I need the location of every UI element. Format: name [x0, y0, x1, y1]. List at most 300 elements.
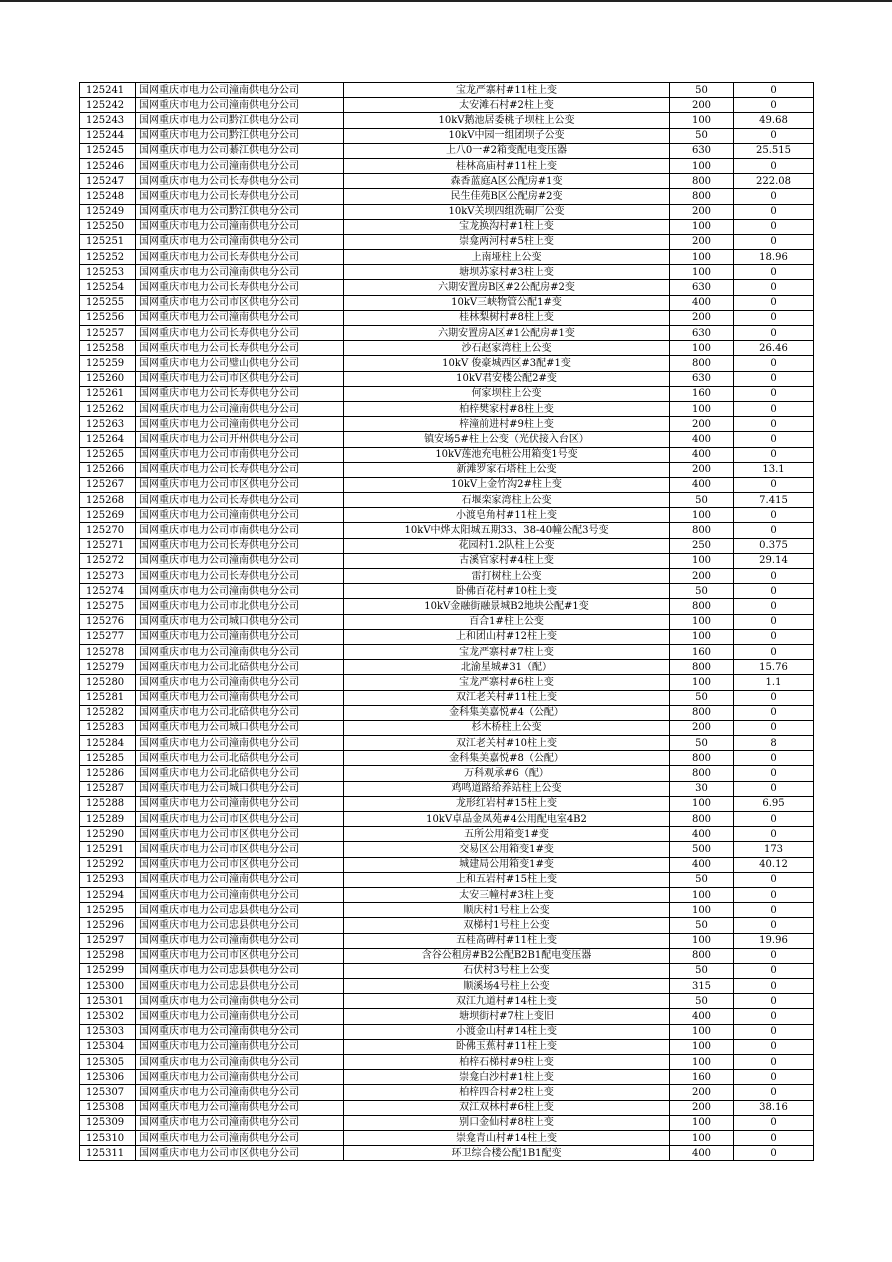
cell-transformer-name: 交易区公用箱变1#变 [344, 842, 670, 857]
table-row [80, 98, 814, 113]
cell-value: 49.68 [734, 113, 814, 128]
table-row [80, 1115, 814, 1130]
cell-id: 125290 [80, 827, 136, 842]
table-row [80, 280, 814, 295]
cell-unit: 国网重庆市电力公司潼南供电分公司 [136, 1070, 344, 1085]
cell-id: 125246 [80, 158, 136, 173]
table-row [80, 705, 814, 720]
table-row [80, 1039, 814, 1054]
cell-value: 0 [734, 98, 814, 113]
table-row [80, 812, 814, 827]
cell-transformer-name: 柏梓四合村#2柱上变 [344, 1085, 670, 1100]
cell-transformer-name: 北渝星城#31（配） [344, 660, 670, 675]
table-row [80, 356, 814, 371]
table-row [80, 918, 814, 933]
table-row [80, 295, 814, 310]
table-row [80, 842, 814, 857]
cell-transformer-name: 六期安置房B区#2公配房#2变 [344, 280, 670, 295]
cell-value: 15.76 [734, 660, 814, 675]
cell-unit: 国网重庆市电力公司潼南供电分公司 [136, 1039, 344, 1054]
cell-value: 0 [734, 812, 814, 827]
cell-id: 125311 [80, 1146, 136, 1161]
cell-unit: 国网重庆市电力公司长寿供电分公司 [136, 493, 344, 508]
cell-capacity: 400 [670, 827, 734, 842]
cell-id: 125298 [80, 948, 136, 963]
cell-value: 0 [734, 720, 814, 735]
cell-unit: 国网重庆市电力公司长寿供电分公司 [136, 326, 344, 341]
cell-capacity: 100 [670, 675, 734, 690]
cell-id: 125305 [80, 1055, 136, 1070]
cell-capacity: 160 [670, 1070, 734, 1085]
cell-capacity: 100 [670, 158, 734, 173]
cell-capacity: 100 [670, 1039, 734, 1054]
cell-transformer-name: 顺溪场4号柱上公变 [344, 979, 670, 994]
table-row [80, 1130, 814, 1145]
cell-unit: 国网重庆市电力公司黔江供电分公司 [136, 128, 344, 143]
cell-value: 0 [734, 872, 814, 887]
cell-transformer-name: 新滩罗家石塔柱上公变 [344, 462, 670, 477]
cell-unit: 国网重庆市电力公司潼南供电分公司 [136, 1115, 344, 1130]
cell-unit: 国网重庆市电力公司市南供电分公司 [136, 523, 344, 538]
table-row [80, 204, 814, 219]
cell-capacity: 100 [670, 1130, 734, 1145]
cell-capacity: 800 [670, 356, 734, 371]
cell-value: 0 [734, 234, 814, 249]
table-row [80, 629, 814, 644]
table-row [80, 660, 814, 675]
cell-transformer-name: 民生佳苑B区公配房#2变 [344, 189, 670, 204]
table-row [80, 447, 814, 462]
cell-id: 125291 [80, 842, 136, 857]
cell-transformer-name: 塘坝街村#7柱上变旧 [344, 1009, 670, 1024]
cell-capacity: 250 [670, 538, 734, 553]
cell-id: 125285 [80, 751, 136, 766]
cell-unit: 国网重庆市电力公司潼南供电分公司 [136, 98, 344, 113]
cell-value: 0 [734, 280, 814, 295]
cell-unit: 国网重庆市电力公司北碚供电分公司 [136, 751, 344, 766]
cell-transformer-name: 宝龙严寨村#6柱上变 [344, 675, 670, 690]
cell-id: 125270 [80, 523, 136, 538]
cell-value: 0 [734, 371, 814, 386]
cell-transformer-name: 双江老关村#10柱上变 [344, 736, 670, 751]
table-row [80, 326, 814, 341]
cell-value: 1.1 [734, 675, 814, 690]
cell-transformer-name: 双江老关村#11柱上变 [344, 690, 670, 705]
cell-value: 0 [734, 569, 814, 584]
cell-unit: 国网重庆市电力公司潼南供电分公司 [136, 675, 344, 690]
cell-transformer-name: 卧佛玉蕉村#11柱上变 [344, 1039, 670, 1054]
cell-id: 125278 [80, 644, 136, 659]
cell-capacity: 100 [670, 933, 734, 948]
cell-unit: 国网重庆市电力公司潼南供电分公司 [136, 1055, 344, 1070]
cell-value: 25.515 [734, 143, 814, 158]
cell-unit: 国网重庆市电力公司潼南供电分公司 [136, 872, 344, 887]
table-row [80, 1009, 814, 1024]
table-row [80, 872, 814, 887]
cell-transformer-name: 太安三幢村#3柱上变 [344, 887, 670, 902]
cell-capacity: 100 [670, 553, 734, 568]
cell-unit: 国网重庆市电力公司潼南供电分公司 [136, 1085, 344, 1100]
cell-id: 125308 [80, 1100, 136, 1115]
cell-id: 125253 [80, 265, 136, 280]
cell-capacity: 100 [670, 1024, 734, 1039]
cell-value: 18.96 [734, 250, 814, 265]
cell-id: 125263 [80, 417, 136, 432]
cell-capacity: 200 [670, 462, 734, 477]
cell-capacity: 400 [670, 857, 734, 872]
cell-unit: 国网重庆市电力公司市区供电分公司 [136, 295, 344, 310]
cell-value: 0 [734, 887, 814, 902]
cell-unit: 国网重庆市电力公司市区供电分公司 [136, 812, 344, 827]
cell-capacity: 800 [670, 766, 734, 781]
cell-unit: 国网重庆市电力公司潼南供电分公司 [136, 219, 344, 234]
cell-transformer-name: 森香蓝庭A区公配房#1变 [344, 174, 670, 189]
cell-capacity: 100 [670, 401, 734, 416]
cell-id: 125250 [80, 219, 136, 234]
table-row [80, 250, 814, 265]
cell-id: 125249 [80, 204, 136, 219]
cell-unit: 国网重庆市电力公司黔江供电分公司 [136, 113, 344, 128]
table-body [80, 83, 814, 1161]
cell-id: 125244 [80, 128, 136, 143]
cell-value: 19.96 [734, 933, 814, 948]
cell-transformer-name: 10kV卓品金凤苑#4公用配电室4B2 [344, 812, 670, 827]
table-row [80, 341, 814, 356]
cell-transformer-name: 宝龙换沟村#1柱上变 [344, 219, 670, 234]
cell-unit: 国网重庆市电力公司长寿供电分公司 [136, 386, 344, 401]
cell-transformer-name: 鸡鸣道路给养站柱上公变 [344, 781, 670, 796]
cell-unit: 国网重庆市电力公司潼南供电分公司 [136, 629, 344, 644]
cell-unit: 国网重庆市电力公司潼南供电分公司 [136, 1009, 344, 1024]
cell-id: 125286 [80, 766, 136, 781]
cell-capacity: 200 [670, 98, 734, 113]
table-row [80, 1024, 814, 1039]
cell-transformer-name: 10kV 俊豪城西区#3配#1变 [344, 356, 670, 371]
table-row [80, 614, 814, 629]
cell-capacity: 500 [670, 842, 734, 857]
cell-value: 8 [734, 736, 814, 751]
table-row [80, 477, 814, 492]
cell-id: 125276 [80, 614, 136, 629]
cell-transformer-name: 五所公用箱变1#变 [344, 827, 670, 842]
cell-capacity: 800 [670, 812, 734, 827]
cell-id: 125247 [80, 174, 136, 189]
cell-id: 125294 [80, 887, 136, 902]
cell-value: 0 [734, 1039, 814, 1054]
cell-transformer-name: 卧佛百花村#10柱上变 [344, 584, 670, 599]
cell-id: 125241 [80, 83, 136, 98]
cell-unit: 国网重庆市电力公司黔江供电分公司 [136, 204, 344, 219]
cell-id: 125299 [80, 963, 136, 978]
table-row [80, 599, 814, 614]
cell-capacity: 630 [670, 280, 734, 295]
cell-unit: 国网重庆市电力公司北碚供电分公司 [136, 660, 344, 675]
cell-id: 125271 [80, 538, 136, 553]
cell-value: 0 [734, 599, 814, 614]
cell-id: 125295 [80, 903, 136, 918]
cell-value: 0 [734, 1146, 814, 1161]
cell-transformer-name: 石伏村3号柱上公变 [344, 963, 670, 978]
cell-unit: 国网重庆市电力公司长寿供电分公司 [136, 538, 344, 553]
cell-id: 125255 [80, 295, 136, 310]
cell-unit: 国网重庆市电力公司潼南供电分公司 [136, 690, 344, 705]
table-row [80, 857, 814, 872]
table-row [80, 766, 814, 781]
table-row [80, 113, 814, 128]
cell-id: 125275 [80, 599, 136, 614]
cell-id: 125267 [80, 477, 136, 492]
table-row [80, 553, 814, 568]
cell-unit: 国网重庆市电力公司綦江供电分公司 [136, 143, 344, 158]
cell-id: 125273 [80, 569, 136, 584]
cell-capacity: 630 [670, 371, 734, 386]
cell-unit: 国网重庆市电力公司璧山供电分公司 [136, 356, 344, 371]
cell-id: 125279 [80, 660, 136, 675]
cell-value: 0 [734, 432, 814, 447]
cell-capacity: 630 [670, 143, 734, 158]
cell-value: 0 [734, 614, 814, 629]
top-rule [0, 0, 892, 2]
cell-capacity: 200 [670, 1085, 734, 1100]
cell-transformer-name: 花园村1.2队柱上公变 [344, 538, 670, 553]
cell-id: 125301 [80, 994, 136, 1009]
cell-transformer-name: 双江九道村#14柱上变 [344, 994, 670, 1009]
cell-unit: 国网重庆市电力公司市区供电分公司 [136, 857, 344, 872]
cell-capacity: 800 [670, 948, 734, 963]
cell-id: 125265 [80, 447, 136, 462]
cell-unit: 国网重庆市电力公司城口供电分公司 [136, 720, 344, 735]
cell-value: 173 [734, 842, 814, 857]
cell-id: 125304 [80, 1039, 136, 1054]
cell-value: 0 [734, 1055, 814, 1070]
cell-id: 125293 [80, 872, 136, 887]
cell-capacity: 800 [670, 189, 734, 204]
table-row [80, 690, 814, 705]
cell-id: 125309 [80, 1115, 136, 1130]
cell-capacity: 100 [670, 614, 734, 629]
cell-transformer-name: 双梯村1号柱上公变 [344, 918, 670, 933]
cell-transformer-name: 柏梓石梯村#9柱上变 [344, 1055, 670, 1070]
cell-capacity: 200 [670, 720, 734, 735]
table-row [80, 310, 814, 325]
cell-unit: 国网重庆市电力公司市南供电分公司 [136, 447, 344, 462]
cell-unit: 国网重庆市电力公司潼南供电分公司 [136, 644, 344, 659]
cell-id: 125245 [80, 143, 136, 158]
table-row [80, 174, 814, 189]
table-row [80, 462, 814, 477]
cell-value: 0 [734, 189, 814, 204]
cell-capacity: 50 [670, 128, 734, 143]
cell-id: 125242 [80, 98, 136, 113]
cell-transformer-name: 上八0一#2箱变配电变压器 [344, 143, 670, 158]
cell-value: 0 [734, 1024, 814, 1039]
cell-unit: 国网重庆市电力公司潼南供电分公司 [136, 1024, 344, 1039]
cell-transformer-name: 10kV关坝四组洗硐厂公变 [344, 204, 670, 219]
cell-transformer-name: 环卫综合楼公配1B1配变 [344, 1146, 670, 1161]
cell-capacity: 50 [670, 736, 734, 751]
cell-capacity: 50 [670, 690, 734, 705]
cell-unit: 国网重庆市电力公司潼南供电分公司 [136, 401, 344, 416]
cell-capacity: 315 [670, 979, 734, 994]
cell-capacity: 630 [670, 326, 734, 341]
cell-capacity: 800 [670, 660, 734, 675]
cell-transformer-name: 别口金仙村#8柱上变 [344, 1115, 670, 1130]
table-row [80, 371, 814, 386]
cell-unit: 国网重庆市电力公司长寿供电分公司 [136, 189, 344, 204]
table-row [80, 417, 814, 432]
cell-capacity: 800 [670, 523, 734, 538]
cell-transformer-name: 镇安场5#柱上公变（光伏接入台区） [344, 432, 670, 447]
cell-unit: 国网重庆市电力公司潼南供电分公司 [136, 887, 344, 902]
cell-transformer-name: 桂林梨树村#8柱上变 [344, 310, 670, 325]
cell-capacity: 400 [670, 432, 734, 447]
cell-id: 125256 [80, 310, 136, 325]
cell-transformer-name: 10kV鹅池居委桃子坝柱上公变 [344, 113, 670, 128]
cell-id: 125272 [80, 553, 136, 568]
cell-unit: 国网重庆市电力公司长寿供电分公司 [136, 569, 344, 584]
table-row [80, 143, 814, 158]
cell-id: 125251 [80, 234, 136, 249]
cell-unit: 国网重庆市电力公司潼南供电分公司 [136, 994, 344, 1009]
cell-transformer-name: 含谷公租房#B2公配B2B1配电变压器 [344, 948, 670, 963]
cell-transformer-name: 古溪官家村#4柱上变 [344, 553, 670, 568]
cell-value: 0 [734, 386, 814, 401]
cell-transformer-name: 杉木桥柱上公变 [344, 720, 670, 735]
table-row [80, 569, 814, 584]
table-row [80, 994, 814, 1009]
cell-transformer-name: 崇龛两河村#5柱上变 [344, 234, 670, 249]
cell-unit: 国网重庆市电力公司潼南供电分公司 [136, 1130, 344, 1145]
cell-transformer-name: 何家坝柱上公变 [344, 386, 670, 401]
cell-value: 222.08 [734, 174, 814, 189]
cell-transformer-name: 金科集美嘉悦#4（公配） [344, 705, 670, 720]
cell-unit: 国网重庆市电力公司开州供电分公司 [136, 432, 344, 447]
cell-unit: 国网重庆市电力公司潼南供电分公司 [136, 933, 344, 948]
cell-capacity: 100 [670, 1055, 734, 1070]
cell-value: 0 [734, 356, 814, 371]
cell-unit: 国网重庆市电力公司长寿供电分公司 [136, 280, 344, 295]
cell-capacity: 50 [670, 994, 734, 1009]
cell-unit: 国网重庆市电力公司潼南供电分公司 [136, 796, 344, 811]
cell-id: 125282 [80, 705, 136, 720]
cell-unit: 国网重庆市电力公司忠县供电分公司 [136, 918, 344, 933]
table-row [80, 128, 814, 143]
cell-id: 125252 [80, 250, 136, 265]
cell-capacity: 160 [670, 644, 734, 659]
cell-value: 26.46 [734, 341, 814, 356]
cell-unit: 国网重庆市电力公司潼南供电分公司 [136, 553, 344, 568]
table-row [80, 158, 814, 173]
cell-unit: 国网重庆市电力公司市区供电分公司 [136, 827, 344, 842]
cell-capacity: 100 [670, 113, 734, 128]
cell-unit: 国网重庆市电力公司忠县供电分公司 [136, 979, 344, 994]
cell-transformer-name: 双江双林村#6柱上变 [344, 1100, 670, 1115]
cell-capacity: 400 [670, 1009, 734, 1024]
cell-value: 0 [734, 1085, 814, 1100]
cell-id: 125287 [80, 781, 136, 796]
cell-value: 0 [734, 705, 814, 720]
cell-capacity: 100 [670, 887, 734, 902]
cell-id: 125258 [80, 341, 136, 356]
cell-transformer-name: 宝龙严寨村#11柱上变 [344, 83, 670, 98]
cell-unit: 国网重庆市电力公司北碚供电分公司 [136, 766, 344, 781]
cell-transformer-name: 柏梓樊家村#8柱上变 [344, 401, 670, 416]
cell-transformer-name: 宝龙严寨村#7柱上变 [344, 644, 670, 659]
cell-unit: 国网重庆市电力公司城口供电分公司 [136, 781, 344, 796]
cell-id: 125277 [80, 629, 136, 644]
cell-value: 0 [734, 477, 814, 492]
cell-capacity: 100 [670, 219, 734, 234]
cell-capacity: 160 [670, 386, 734, 401]
cell-unit: 国网重庆市电力公司潼南供电分公司 [136, 83, 344, 98]
cell-value: 0 [734, 994, 814, 1009]
cell-capacity: 200 [670, 417, 734, 432]
cell-unit: 国网重庆市电力公司潼南供电分公司 [136, 310, 344, 325]
cell-transformer-name: 10kV莲池充电桩公用箱变1号变 [344, 447, 670, 462]
cell-unit: 国网重庆市电力公司潼南供电分公司 [136, 158, 344, 173]
cell-capacity: 50 [670, 584, 734, 599]
cell-capacity: 50 [670, 963, 734, 978]
cell-capacity: 100 [670, 796, 734, 811]
table-row [80, 189, 814, 204]
cell-capacity: 400 [670, 477, 734, 492]
cell-value: 0 [734, 447, 814, 462]
cell-unit: 国网重庆市电力公司市区供电分公司 [136, 477, 344, 492]
cell-capacity: 200 [670, 310, 734, 325]
cell-value: 0 [734, 295, 814, 310]
cell-value: 6.95 [734, 796, 814, 811]
table-row [80, 83, 814, 98]
cell-transformer-name: 10kV上金竹沟2#柱上变 [344, 477, 670, 492]
cell-id: 125248 [80, 189, 136, 204]
cell-value: 0 [734, 523, 814, 538]
cell-unit: 国网重庆市电力公司市区供电分公司 [136, 948, 344, 963]
cell-value: 0 [734, 918, 814, 933]
cell-transformer-name: 上和团山村#12柱上变 [344, 629, 670, 644]
cell-unit: 国网重庆市电力公司潼南供电分公司 [136, 1100, 344, 1115]
cell-id: 125264 [80, 432, 136, 447]
cell-capacity: 100 [670, 629, 734, 644]
table-row [80, 1146, 814, 1161]
cell-id: 125292 [80, 857, 136, 872]
table-row [80, 796, 814, 811]
cell-id: 125269 [80, 508, 136, 523]
cell-id: 125300 [80, 979, 136, 994]
cell-value: 0.375 [734, 538, 814, 553]
table-row [80, 644, 814, 659]
cell-value: 0 [734, 629, 814, 644]
cell-transformer-name: 崇龛白沙村#1柱上变 [344, 1070, 670, 1085]
cell-unit: 国网重庆市电力公司潼南供电分公司 [136, 584, 344, 599]
cell-unit: 国网重庆市电力公司北碚供电分公司 [136, 705, 344, 720]
cell-value: 0 [734, 401, 814, 416]
cell-transformer-name: 10kV三峡物管公配1#变 [344, 295, 670, 310]
cell-unit: 国网重庆市电力公司忠县供电分公司 [136, 903, 344, 918]
cell-capacity: 800 [670, 705, 734, 720]
cell-unit: 国网重庆市电力公司潼南供电分公司 [136, 508, 344, 523]
table-row [80, 523, 814, 538]
cell-capacity: 50 [670, 918, 734, 933]
table-row [80, 887, 814, 902]
cell-value: 0 [734, 751, 814, 766]
cell-id: 125281 [80, 690, 136, 705]
cell-id: 125254 [80, 280, 136, 295]
cell-transformer-name: 10kV金融街融景城B2地块公配#1变 [344, 599, 670, 614]
cell-id: 125297 [80, 933, 136, 948]
cell-value: 0 [734, 417, 814, 432]
cell-value: 0 [734, 1009, 814, 1024]
cell-value: 0 [734, 903, 814, 918]
